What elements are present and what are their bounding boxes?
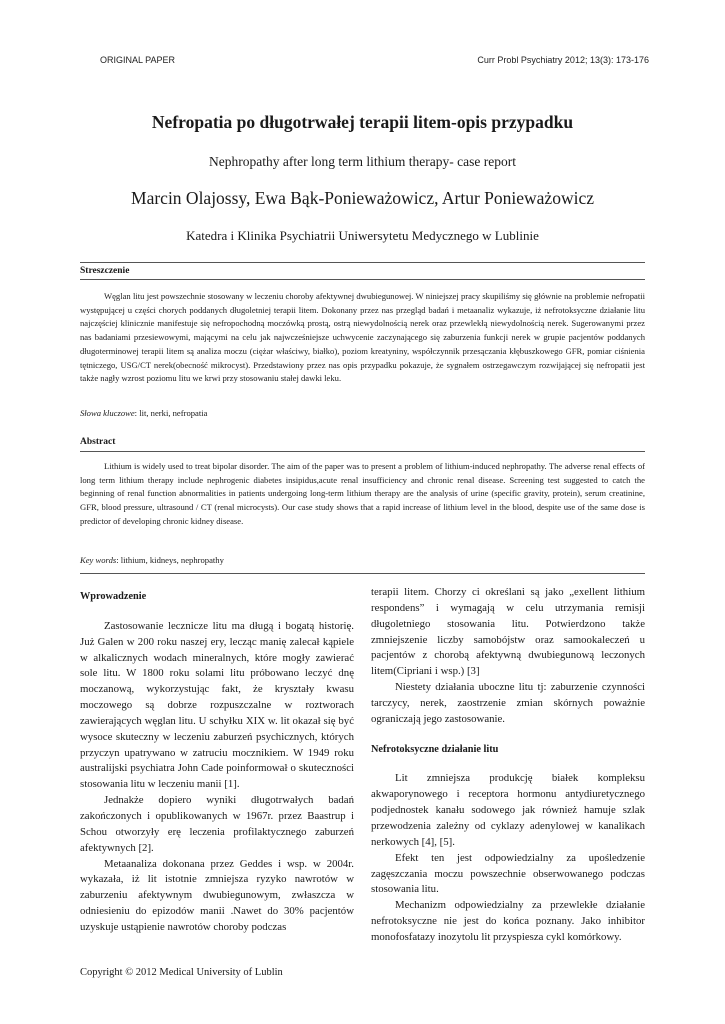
paper-title: Nefropatia po długotrwałej terapii litem-opis przypadku [151, 112, 574, 132]
paragraph: Zastosowanie lecznicze litu ma długą i bogatą historię. Już Galen w 200 roku naszej ery, lecząc manię zalecał kąpiele w alkalicznych wodach mineralnych, które mogły zawierać sole litu. W 1800 roku solami litu próbowano leczyć dnę moczanową, wykorzystując fakt, że kryształy kwasu moczowego są dobrze rozpuszczalne w roztworach zawierających węglan litu. U schyłku XIX w. lit okazał się być wysoce skuteczny w leczeniu zaburzeń psychicznych, których przyczyn upatrywano w zatruciu mocznikiem. W 1949 roku australijski psychiatra John Cade poinformował o skuteczności stosowania litu w leczeniu manii [1]. [80, 619, 354, 791]
streszczenie-keywords [80, 408, 207, 418]
paragraph: terapii litem. Chorzy ci określani są jako „exellent lithium respondens” i wymagają w celu utrzymania remisji długoletniego stosowania litu. Potwierdzono także zmniejszenie liczby samobójstw oraz samookaleczeń u pacjentów z chorobą afektywną dwubiegunową leczonych litem(Cipriani i wsp.) [3] [371, 586, 645, 678]
paragraph: Lit zmniejsza produkcję białek kompleksu akwaporynowego i receptora hormonu antydiuretycznego podjednostek kanału sodowego jak również hamuje szlak przewodzenia zależny od cyklazy adenylowej w kanalikach nerkowych [4], [5]. [371, 772, 645, 848]
paper-subtitle: Nephropathy after long term lithium therapy- case report [208, 154, 516, 169]
running-header-left: ORIGINAL PAPER [100, 55, 176, 65]
section-heading-wprowadzenie: Wprowadzenie [80, 591, 147, 602]
streszczenie-text: Węglan litu jest powszechnie stosowany w leczeniu choroby afektywnej dwubiegunowej. W niniejszej pracy skupiliśmy się głównie na problemie nefropatii występującej u części chorych poddanych długoletniej terapii litem. Dokonany przez nas przegląd badań i metaanaliz wykazuje, iż nefrotoksyczne działanie litu najczęściej klinicznie manifestuje się nefropochodną moczówką prostą, ostrą niewydolnością nerek oraz przewlekłą niewydolnością nerek. Sugerowanymi przez nas badaniami przesiewowymi, mającymi na celu jak najwcześniejsze uchwycenie zaczynającego się zaburzenia funkcji nerek w grupie pacjentów poddanych długoterminowej terapii litem są analiza moczu (ciężar właściwy, białko), poziom kreatyniny, współczynnik przesączania kłębuszkowego GFR, pomiar ciśnienia tętniczego, USG/CT nerek(obecność mikrocyst). Przedstawiony przez nas opis przypadku pokazuje, że sygnałem ostrzegawczym rozwijającej się nefropatii jest także nagły wzrost poziomu litu we krwi przy stosowaniu stałej dawki leku. [80, 291, 645, 384]
paragraph: Mechanizm odpowiedzialny za przewlekłe działanie nefrotoksyczne nie jest do końca poznany. Jako inhibitor monofosfatazy inozytolu lit przyspiesza cykl komórkowy. [371, 899, 645, 943]
paragraph: Metaanaliza dokonana przez Geddes i wsp. w 2004r. wykazała, iż lit istotnie zmniejsza ryzyko nawrotów w zaburzeniu afektywnym dwubiegunowym, zwłaszcza w odniesieniu do epizodów manii .Nawet do 30% pacjentów uzyskuje ustąpienie nawrotów choroby podczas [80, 857, 354, 933]
body-right-column [371, 585, 645, 946]
divider-abstract [80, 451, 645, 452]
abstract-text: Lithium is widely used to treat bipolar disorder. The aim of the paper was to present a problem of lithium-induced nephropathy. The adverse renal effects of long term lithium therapy include nephrogenic diabetes insipidus,acute renal insufficiency and chronic renal disease. Screening test suggested to catch the beginning of renal function abnormalities in patients undergoing long-term lithium therapy are the analysis of urine (specific gravity, protein), serum creatinine, GFR, blood pressure, ultrasound / CT (renal microcysts). Our case study shows that a rapid increase of lithium level in the blood, despite use of the same dose is predictor of developing chronic kidney disease. [80, 461, 645, 526]
copyright-footer: Copyright © 2012 Medical University of Lublin [80, 967, 283, 978]
divider-streszczenie [80, 279, 645, 280]
section-heading-nefrotoksycznosc: Nefrotoksyczne działanie litu [371, 743, 499, 755]
divider-body [80, 573, 645, 574]
paragraph: Efekt ten jest odpowiedzialny za upośledzenie zagęszczania moczu powszechnie obserwowanego podczas stosowania litu. [371, 851, 645, 896]
running-header-right: Curr Probl Psychiatry 2012; 13(3): 173-176 [477, 55, 649, 65]
keywords-pl: : lit, nerki, nefropatia [134, 408, 208, 418]
paragraph: Jednakże dopiero wyniki długotrwałych badań zakończonych i opublikowanych w 1967r. przez Baastrup i Schou otworzyły erę leczenia profilaktycznego zaburzeń afektywnych [2]. [80, 794, 354, 854]
author-list: Marcin Olajossy, Ewa Bąk-Ponieważowicz, Artur Ponieważowicz [131, 188, 594, 208]
body-left-column [80, 589, 354, 936]
keywords-label-en: Key words [80, 555, 117, 565]
keywords-en: : lithium, kidneys, nephropathy [116, 555, 224, 565]
abstract-keywords [80, 555, 224, 565]
affiliation: Katedra i Klinika Psychiatrii Uniwersytetu Medycznego w Lublinie [186, 228, 539, 243]
streszczenie-heading: Streszczenie [80, 266, 130, 276]
abstract-heading: Abstract [80, 437, 116, 447]
paragraph: Niestety działania uboczne litu tj: zaburzenie czynności tarczycy, nerek, zaostrzenie zmian skórnych poważnie ograniczają jego zastosowanie. [371, 681, 645, 725]
keywords-label-pl: Słowa kluczowe [80, 408, 135, 418]
divider-top [80, 262, 645, 263]
